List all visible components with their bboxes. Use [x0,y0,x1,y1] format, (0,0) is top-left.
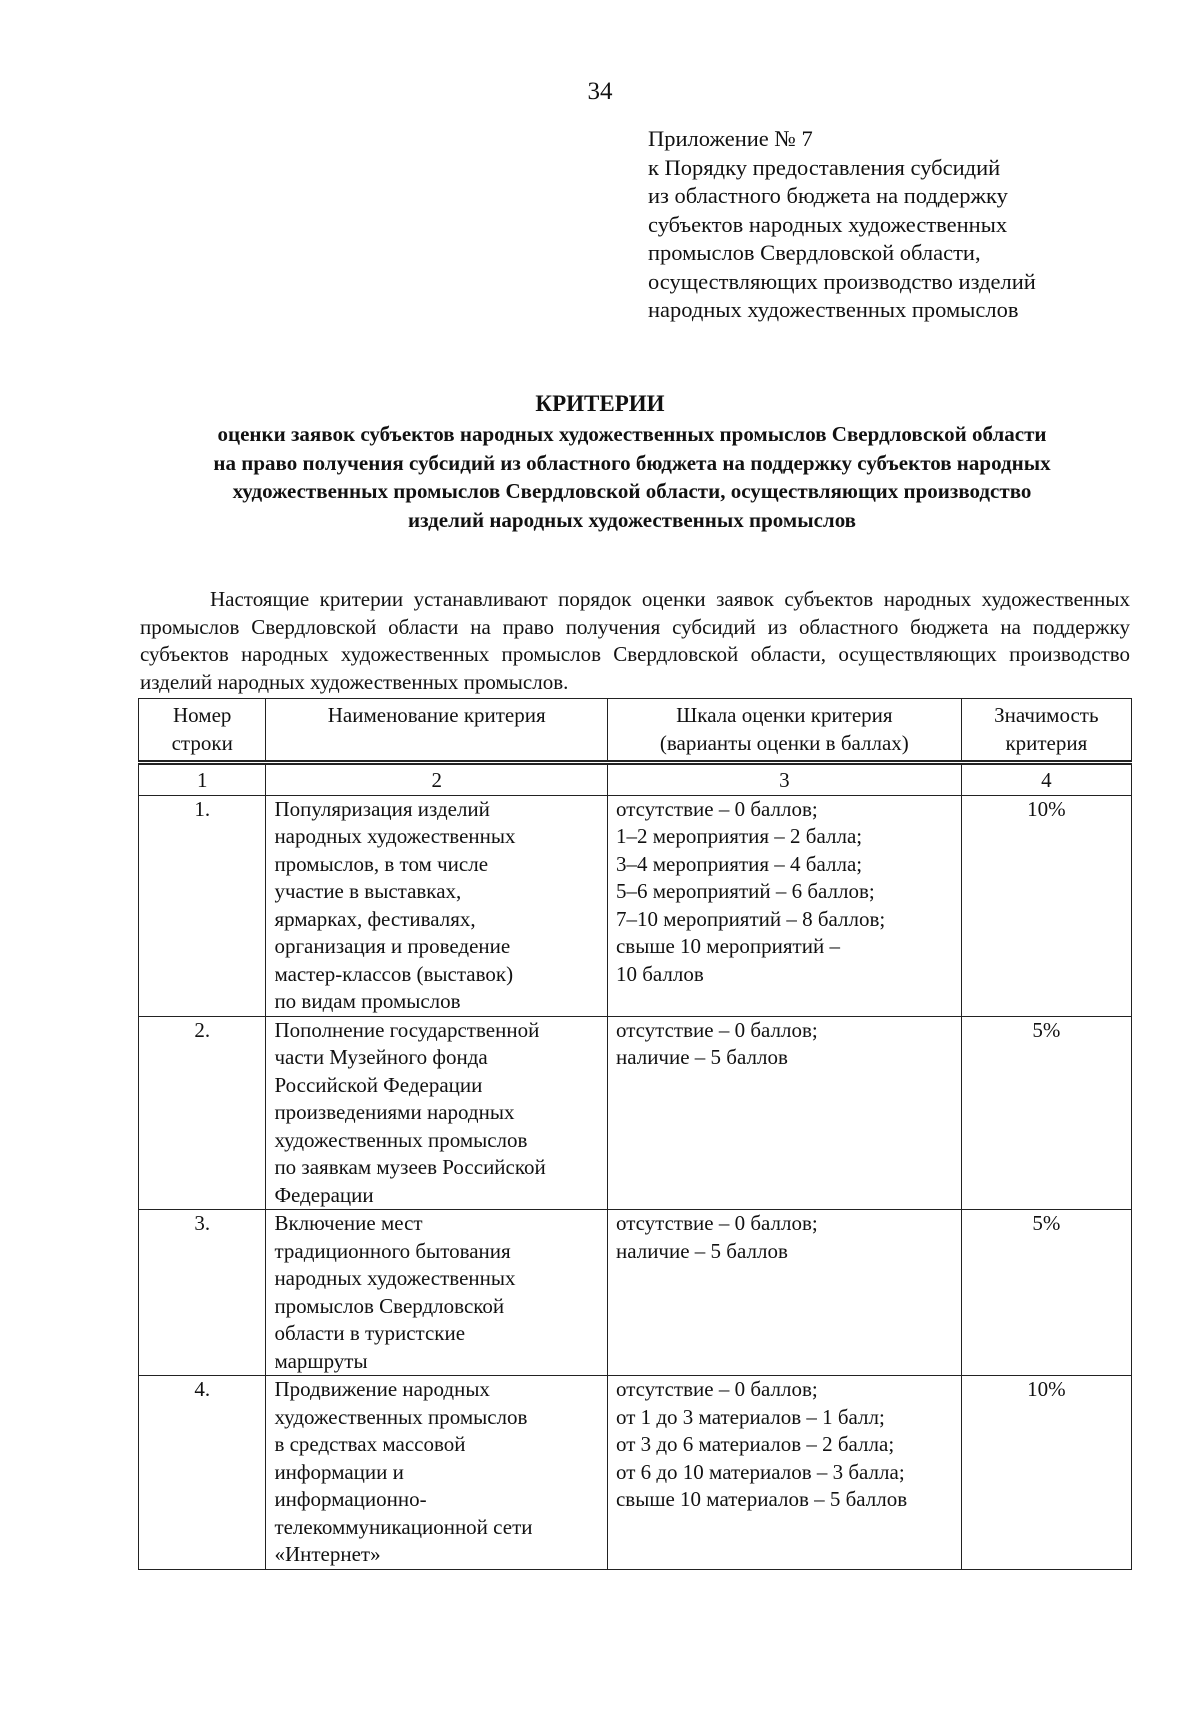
criterion-weight: 10% [961,1376,1131,1570]
criterion-scale-line: отсутствие – 0 баллов; [615,1377,818,1401]
criterion-name [266,795,608,1016]
column-number: 1 [139,763,266,796]
criterion-weight: 10% [961,795,1131,1016]
criterion-name-line: по видам промыслов [274,989,461,1013]
criterion-scale-line: свыше 10 материалов – 5 баллов [615,1487,908,1511]
header-num [139,699,266,763]
appendix-line: народных художественных промыслов [648,297,1019,322]
criterion-name-line: части Музейного фонда [274,1045,488,1069]
header-weight [961,699,1131,763]
criterion-name-line: промыслов, в том числе [274,851,489,876]
header-text: Шкала оценки критерия [676,703,893,727]
appendix-note [648,125,1036,325]
criterion-name-line: промыслов Свердловской [274,1293,505,1318]
criterion-name-line: традиционного бытования [274,1238,511,1263]
subtitle-line: оценки заявок субъектов народных художественных промыслов Свердловской области [217,422,1047,446]
criterion-scale-line: от 3 до 6 материалов – 2 балла; [615,1432,895,1456]
criterion-name-line: художественных промыслов [274,1127,528,1152]
criteria-table [138,698,1132,1570]
appendix-line: из областного бюджета на поддержку [648,183,1008,208]
criterion-name-line: Российской Федерации [274,1072,483,1097]
criterion-name-line: маршруты [274,1348,368,1373]
criterion-scale-line: от 1 до 3 материалов – 1 балл; [615,1404,885,1429]
header-text: Номер [173,703,232,727]
document-subtitle [145,420,1119,534]
criterion-scale [607,795,961,1016]
criterion-name [266,1376,608,1570]
criterion-scale [607,1016,961,1210]
criterion-name-line: информации и [274,1459,404,1484]
criterion-scale-line: 3–4 мероприятия – 4 балла; [615,851,863,876]
criterion-scale-line: наличие – 5 баллов [615,1238,788,1263]
criterion-weight: 5% [961,1016,1131,1210]
table-row [139,795,1132,1016]
column-number: 3 [607,763,961,796]
criterion-name-line: художественных промыслов [274,1404,528,1429]
criterion-name-line: мастер-классов (выставок) [274,961,514,986]
subtitle-line: изделий народных художественных промыслов [407,507,857,532]
appendix-line: к Порядку предоставления субсидий [648,154,1001,180]
table-header-row [139,699,1132,763]
criterion-scale-line: 7–10 мероприятий – 8 баллов; [615,906,886,931]
appendix-line: осуществляющих производство изделий [648,268,1036,294]
criterion-name-line: народных художественных [274,1266,516,1290]
criterion-name-line: по заявкам музеев Российской [274,1155,546,1179]
header-text: строки [171,730,233,755]
criterion-name-line: «Интернет» [274,1542,381,1566]
criterion-name-line: организация и проведение [274,934,511,958]
row-number: 2. [139,1016,266,1210]
column-number: 4 [961,763,1131,796]
subtitle-line: художественных промыслов Свердловской области, осуществляющих производство [232,479,1032,503]
table-row [139,1016,1132,1210]
criterion-scale-line: отсутствие – 0 баллов; [615,796,818,821]
appendix-line: промыслов Свердловской области, [648,240,981,265]
header-text: критерия [1005,730,1088,755]
criterion-name-line: в средствах массовой [274,1432,466,1456]
page-number: 34 [587,78,613,105]
criterion-scale [607,1376,961,1570]
criterion-name-line: Федерации [274,1182,374,1207]
header-text: Наименование критерия [327,703,546,727]
criterion-name-line: Продвижение народных [274,1377,490,1401]
criterion-name-line: участие в выставках, [274,879,462,903]
subtitle-line: на право получения субсидий из областного бюджета на поддержку субъектов народных [213,450,1051,475]
appendix-line: субъектов народных художественных [648,211,1008,237]
criterion-scale-line: наличие – 5 баллов [615,1045,788,1069]
criterion-name-line: области в туристские [274,1321,466,1345]
criterion-scale-line: 1–2 мероприятия – 2 балла; [615,824,863,848]
criterion-name-line: Популяризация изделий [274,796,490,821]
header-name [266,699,608,763]
criterion-scale-line: отсутствие – 0 баллов; [615,1017,818,1042]
criterion-name-line: телекоммуникационной сети [274,1514,533,1539]
criterion-weight: 5% [961,1210,1131,1376]
header-text: Значимость [994,703,1099,727]
intro-paragraph: Настоящие критерии устанавливают порядок оценки заявок субъектов народных художественных промыслов Свердловской области на право получения субсидий из областного бюджета на поддержку субъектов народных художественных промыслов Свердловской области, осуществляющих производство изделий народных художественных промыслов. [140,587,1130,694]
criterion-scale-line: от 6 до 10 материалов – 3 балла; [615,1459,905,1484]
column-number: 2 [266,763,608,796]
criterion-name-line: ярмарках, фестивалях, [274,906,476,931]
table-row [139,1376,1132,1570]
document-title: КРИТЕРИИ [535,391,665,416]
criterion-name [266,1016,608,1210]
criterion-name-line: народных художественных [274,824,516,848]
table-row [139,1210,1132,1376]
criterion-name-line: Включение мест [274,1211,423,1235]
criterion-scale-line: отсутствие – 0 баллов; [615,1211,818,1235]
row-number: 3. [139,1210,266,1376]
criterion-name-line: информационно- [274,1487,427,1511]
criterion-name [266,1210,608,1376]
criterion-scale-line: 10 баллов [615,961,704,986]
row-number: 4. [139,1376,266,1570]
criterion-scale-line: 5–6 мероприятий – 6 баллов; [615,879,875,903]
criterion-name-line: Пополнение государственной [274,1017,540,1042]
criterion-scale [607,1210,961,1376]
criterion-name-line: произведениями народных [274,1100,515,1124]
row-number: 1. [139,795,266,1016]
column-number-row [139,763,1132,796]
criterion-scale-line: свыше 10 мероприятий – [615,934,840,958]
header-scale [607,699,961,763]
appendix-line: Приложение № 7 [648,126,813,151]
header-text: (варианты оценки в баллах) [659,730,909,755]
